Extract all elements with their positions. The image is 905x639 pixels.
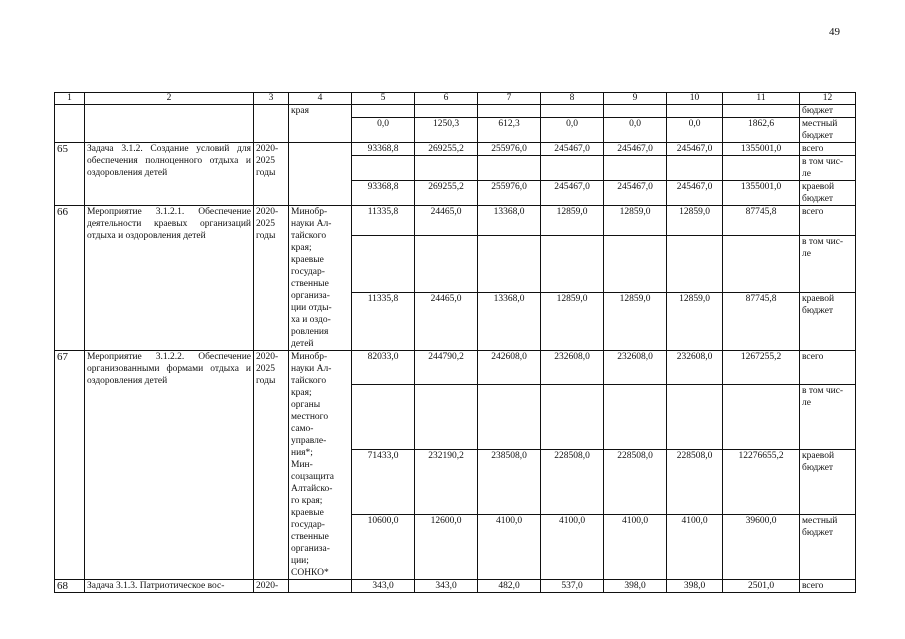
row-period-cell bbox=[254, 351, 289, 580]
funding-source-line: всего bbox=[802, 207, 824, 217]
row-number-cell: 68 bbox=[55, 580, 85, 593]
value-cell bbox=[541, 235, 604, 293]
executor-line: организа- bbox=[291, 291, 330, 301]
value-cell bbox=[667, 235, 723, 293]
column-number: 4 bbox=[289, 93, 352, 105]
row-name-cell: Задача 3.1.3. Патриотическое вос- bbox=[85, 580, 254, 593]
value-cell: 0,0 bbox=[604, 118, 667, 143]
value-cell: 232190,2 bbox=[415, 449, 478, 514]
value-cell: 12859,0 bbox=[604, 293, 667, 351]
value-cell: 12859,0 bbox=[667, 206, 723, 236]
value-cell: 1355001,0 bbox=[723, 143, 800, 156]
value-cell bbox=[667, 105, 723, 118]
value-cell: 269255,2 bbox=[415, 143, 478, 156]
value-cell: 0,0 bbox=[667, 118, 723, 143]
funding-source-line: местный bbox=[802, 119, 838, 129]
funding-source-line: краевой bbox=[802, 450, 835, 461]
period-line: 2025 bbox=[256, 219, 275, 229]
executor-line: тайского bbox=[291, 376, 327, 386]
column-number: 10 bbox=[667, 93, 723, 105]
value-cell: 398,0 bbox=[667, 580, 723, 593]
value-cell: 1250,3 bbox=[415, 118, 478, 143]
value-cell bbox=[415, 105, 478, 118]
funding-source-line: ле bbox=[802, 248, 811, 259]
period-line: годы bbox=[256, 168, 276, 178]
executor-line: края; bbox=[291, 388, 312, 398]
funding-source-line: всего bbox=[802, 352, 824, 362]
executor-line: организа- bbox=[291, 544, 330, 554]
continuation-row bbox=[55, 105, 856, 118]
row-number-cell: 65 bbox=[55, 143, 85, 206]
executor-line: государ- bbox=[291, 267, 325, 277]
value-cell bbox=[604, 384, 667, 449]
value-cell bbox=[723, 235, 800, 293]
value-cell bbox=[541, 105, 604, 118]
value-cell: 13368,0 bbox=[478, 206, 541, 236]
value-cell bbox=[604, 235, 667, 293]
funding-source-cell bbox=[800, 580, 856, 593]
executor-line: детей bbox=[291, 339, 314, 349]
row-period-cell bbox=[254, 105, 289, 143]
funding-source-cell: бюджет bbox=[800, 105, 856, 118]
value-cell: 0,0 bbox=[541, 118, 604, 143]
value-cell: 537,0 bbox=[541, 580, 604, 593]
funding-source-cell bbox=[800, 118, 856, 143]
value-cell bbox=[352, 156, 415, 181]
value-cell: 245467,0 bbox=[541, 143, 604, 156]
column-number: 9 bbox=[604, 93, 667, 105]
value-cell: 93368,8 bbox=[352, 143, 415, 156]
funding-source-line: краевой bbox=[802, 182, 835, 192]
value-cell: 245467,0 bbox=[667, 181, 723, 206]
executor-line: ственные bbox=[291, 532, 329, 542]
funding-source-line: ле bbox=[802, 169, 811, 179]
funding-source-cell bbox=[800, 514, 856, 579]
column-number: 12 bbox=[800, 93, 856, 105]
value-cell bbox=[541, 384, 604, 449]
funding-source-cell bbox=[800, 293, 856, 351]
table-body bbox=[55, 93, 856, 593]
value-cell: 343,0 bbox=[415, 580, 478, 593]
funding-source-line: в том чис- bbox=[802, 157, 844, 167]
budget-table bbox=[54, 92, 856, 593]
value-cell: 232608,0 bbox=[667, 351, 723, 385]
value-cell: 228508,0 bbox=[541, 449, 604, 514]
row-name-cell: Задача 3.1.2. Создание условий для обеспечения полноценного отдыха и оздоровления детей bbox=[85, 143, 254, 206]
executor-line: управле- bbox=[291, 436, 327, 446]
funding-source-line: всего bbox=[802, 581, 824, 591]
row-executor-cell bbox=[289, 580, 352, 593]
value-cell: 0,0 bbox=[352, 118, 415, 143]
column-number-row bbox=[55, 93, 856, 105]
executor-line: краевые bbox=[291, 508, 324, 518]
funding-source-line: ле bbox=[802, 397, 811, 408]
value-cell: 242608,0 bbox=[478, 351, 541, 385]
period-line: 2020- bbox=[256, 352, 279, 362]
column-number: 5 bbox=[352, 93, 415, 105]
funding-source-cell bbox=[800, 156, 856, 181]
column-number: 6 bbox=[415, 93, 478, 105]
executor-line: государ- bbox=[291, 520, 325, 530]
executor-line: ции отды- bbox=[291, 303, 332, 313]
column-number: 8 bbox=[541, 93, 604, 105]
funding-source-cell bbox=[800, 143, 856, 156]
executor-line: Алтайско- bbox=[291, 484, 333, 494]
funding-source-line: всего bbox=[802, 144, 824, 154]
table-row bbox=[55, 351, 856, 385]
value-cell: 4100,0 bbox=[667, 514, 723, 579]
executor-line: местного bbox=[291, 412, 329, 422]
value-cell: 11335,8 bbox=[352, 206, 415, 236]
row-number-cell: 67 bbox=[55, 351, 85, 580]
row-name-cell bbox=[85, 105, 254, 143]
value-cell bbox=[667, 156, 723, 181]
value-cell: 12600,0 bbox=[415, 514, 478, 579]
executor-line: ха и оздо- bbox=[291, 315, 331, 325]
column-number: 7 bbox=[478, 93, 541, 105]
value-cell: 4100,0 bbox=[541, 514, 604, 579]
executor-line: соцзащита bbox=[291, 472, 335, 482]
value-cell: 245467,0 bbox=[667, 143, 723, 156]
column-number: 1 bbox=[55, 93, 85, 105]
column-number: 11 bbox=[723, 93, 800, 105]
funding-source-line: бюджет bbox=[802, 194, 834, 204]
value-cell: 12276655,2 bbox=[723, 449, 800, 514]
row-period-cell bbox=[254, 206, 289, 351]
value-cell: 1267255,2 bbox=[723, 351, 800, 385]
executor-line: ственные bbox=[291, 279, 329, 289]
value-cell: 82033,0 bbox=[352, 351, 415, 385]
value-cell: 13368,0 bbox=[478, 293, 541, 351]
value-cell: 71433,0 bbox=[352, 449, 415, 514]
funding-source-line: бюджет bbox=[802, 462, 834, 473]
value-cell bbox=[415, 235, 478, 293]
value-cell: 482,0 bbox=[478, 580, 541, 593]
funding-source-cell bbox=[800, 384, 856, 449]
row-period-cell bbox=[254, 143, 289, 206]
value-cell bbox=[723, 105, 800, 118]
funding-source-line: в том чис- bbox=[802, 236, 844, 247]
value-cell: 24465,0 bbox=[415, 293, 478, 351]
row-executor-cell bbox=[289, 206, 352, 351]
page-number: 49 bbox=[829, 26, 840, 38]
value-cell: 255976,0 bbox=[478, 143, 541, 156]
value-cell bbox=[478, 105, 541, 118]
value-cell: 12859,0 bbox=[604, 206, 667, 236]
funding-source-line: бюджет bbox=[802, 527, 834, 538]
value-cell: 4100,0 bbox=[604, 514, 667, 579]
funding-source-cell bbox=[800, 449, 856, 514]
value-cell bbox=[478, 156, 541, 181]
period-line: 2025 bbox=[256, 156, 275, 166]
value-cell: 39600,0 bbox=[723, 514, 800, 579]
row-number-cell bbox=[55, 105, 85, 143]
value-cell: 24465,0 bbox=[415, 206, 478, 236]
table-row bbox=[55, 206, 856, 236]
value-cell bbox=[478, 235, 541, 293]
row-period-cell bbox=[254, 580, 289, 593]
executor-line: Минобр- bbox=[291, 207, 328, 217]
funding-source-line: бюджет bbox=[802, 306, 834, 317]
value-cell: 1862,6 bbox=[723, 118, 800, 143]
executor-line: ния*; bbox=[291, 448, 313, 458]
value-cell bbox=[415, 156, 478, 181]
value-cell: 244790,2 bbox=[415, 351, 478, 385]
value-cell: 2501,0 bbox=[723, 580, 800, 593]
period-line: годы bbox=[256, 231, 276, 241]
row-name-cell: Мероприятие 3.1.2.1. Обеспечение деятельности краевых организаций отдыха и оздоровления детей bbox=[85, 206, 254, 351]
value-cell bbox=[723, 384, 800, 449]
value-cell: 12859,0 bbox=[541, 293, 604, 351]
executor-line: науки Ал- bbox=[291, 364, 332, 374]
funding-source-line: в том чис- bbox=[802, 385, 844, 396]
value-cell: 228508,0 bbox=[604, 449, 667, 514]
funding-source-cell bbox=[800, 235, 856, 293]
value-cell: 238508,0 bbox=[478, 449, 541, 514]
row-number-cell: 66 bbox=[55, 206, 85, 351]
value-cell bbox=[667, 384, 723, 449]
executor-line: само- bbox=[291, 424, 314, 434]
value-cell bbox=[478, 384, 541, 449]
value-cell bbox=[541, 156, 604, 181]
value-cell bbox=[352, 384, 415, 449]
value-cell: 87745,8 bbox=[723, 206, 800, 236]
executor-line: Минобр- bbox=[291, 352, 328, 362]
table-row bbox=[55, 580, 856, 593]
value-cell bbox=[604, 105, 667, 118]
period-line: 2025 bbox=[256, 364, 275, 374]
period-line: 2020- bbox=[256, 581, 279, 591]
value-cell: 612,3 bbox=[478, 118, 541, 143]
value-cell: 398,0 bbox=[604, 580, 667, 593]
row-executor-cell: края bbox=[289, 105, 352, 143]
executor-line: ровления bbox=[291, 327, 329, 337]
value-cell: 269255,2 bbox=[415, 181, 478, 206]
value-cell: 87745,8 bbox=[723, 293, 800, 351]
value-cell: 1355001,0 bbox=[723, 181, 800, 206]
row-executor-cell bbox=[289, 143, 352, 206]
executor-line: ции; bbox=[291, 556, 309, 566]
value-cell bbox=[723, 156, 800, 181]
period-line: 2020- bbox=[256, 144, 279, 154]
row-executor-cell bbox=[289, 351, 352, 580]
value-cell bbox=[415, 384, 478, 449]
column-number: 2 bbox=[85, 93, 254, 105]
executor-line: края; bbox=[291, 243, 312, 253]
value-cell: 245467,0 bbox=[604, 143, 667, 156]
funding-source-line: местный bbox=[802, 515, 838, 526]
executor-line: СОНКО* bbox=[291, 568, 329, 578]
value-cell: 12859,0 bbox=[667, 293, 723, 351]
executor-line: органы bbox=[291, 400, 321, 410]
executor-line: го края; bbox=[291, 496, 323, 506]
funding-source-cell bbox=[800, 181, 856, 206]
period-line: годы bbox=[256, 376, 276, 386]
funding-source-line: бюджет bbox=[802, 131, 834, 141]
value-cell bbox=[352, 105, 415, 118]
column-number: 3 bbox=[254, 93, 289, 105]
value-cell: 255976,0 bbox=[478, 181, 541, 206]
value-cell: 93368,8 bbox=[352, 181, 415, 206]
value-cell bbox=[352, 235, 415, 293]
value-cell: 4100,0 bbox=[478, 514, 541, 579]
value-cell: 245467,0 bbox=[541, 181, 604, 206]
value-cell: 228508,0 bbox=[667, 449, 723, 514]
row-name-cell: Мероприятие 3.1.2.2. Обеспечение организованными формами отдыха и оздоровления детей bbox=[85, 351, 254, 580]
funding-source-cell bbox=[800, 206, 856, 236]
executor-line: тайского bbox=[291, 231, 327, 241]
executor-line: науки Ал- bbox=[291, 219, 332, 229]
table-row bbox=[55, 143, 856, 156]
value-cell: 232608,0 bbox=[541, 351, 604, 385]
funding-source-line: краевой bbox=[802, 294, 835, 305]
value-cell: 343,0 bbox=[352, 580, 415, 593]
value-cell: 12859,0 bbox=[541, 206, 604, 236]
value-cell: 232608,0 bbox=[604, 351, 667, 385]
funding-source-cell bbox=[800, 351, 856, 385]
executor-line: краевые bbox=[291, 255, 324, 265]
value-cell bbox=[604, 156, 667, 181]
executor-line: Мин- bbox=[291, 460, 313, 470]
value-cell: 245467,0 bbox=[604, 181, 667, 206]
period-line: 2020- bbox=[256, 207, 279, 217]
value-cell: 10600,0 bbox=[352, 514, 415, 579]
value-cell: 11335,8 bbox=[352, 293, 415, 351]
